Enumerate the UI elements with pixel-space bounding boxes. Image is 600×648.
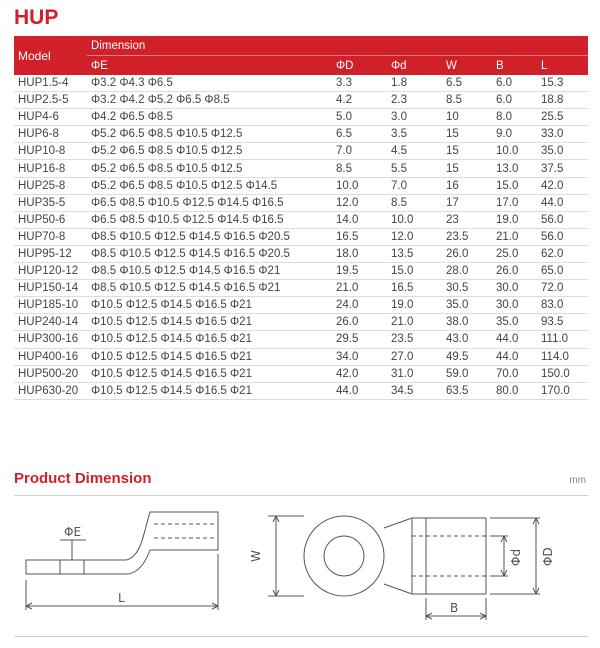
value-cell: 70.0 — [492, 365, 537, 382]
value-cell: 8.5 — [332, 160, 387, 177]
value-cell: 150.0 — [537, 365, 588, 382]
value-cell: 13.0 — [492, 160, 537, 177]
value-cell: 63.5 — [442, 382, 492, 399]
value-cell: Φ6.5 Φ8.5 Φ10.5 Φ12.5 Φ14.5 Φ16.5 — [87, 194, 332, 211]
value-cell: Φ10.5 Φ12.5 Φ14.5 Φ16.5 Φ21 — [87, 314, 332, 331]
product-dimension-heading: Product Dimension — [14, 470, 152, 487]
value-cell: 27.0 — [387, 348, 442, 365]
value-cell: 111.0 — [537, 331, 588, 348]
model-cell: HUP10-8 — [14, 143, 87, 160]
value-cell: 31.0 — [387, 365, 442, 382]
value-cell: 56.0 — [537, 228, 588, 245]
value-cell: 93.5 — [537, 314, 588, 331]
value-cell: 44.0 — [537, 194, 588, 211]
value-cell: 19.5 — [332, 263, 387, 280]
value-cell: Φ8.5 Φ10.5 Φ12.5 Φ14.5 Φ16.5 Φ20.5 — [87, 228, 332, 245]
value-cell: 37.5 — [537, 160, 588, 177]
value-cell: 42.0 — [537, 177, 588, 194]
page-title: HUP — [14, 6, 59, 29]
column-header-5: L — [537, 56, 588, 76]
column-header-3: W — [442, 56, 492, 76]
value-cell: Φ5.2 Φ6.5 Φ8.5 Φ10.5 Φ12.5 — [87, 126, 332, 143]
value-cell: Φ10.5 Φ12.5 Φ14.5 Φ16.5 Φ21 — [87, 382, 332, 399]
table-row — [14, 331, 588, 348]
value-cell: Φ10.5 Φ12.5 Φ14.5 Φ16.5 Φ21 — [87, 297, 332, 314]
model-cell: HUP120-12 — [14, 263, 87, 280]
value-cell: 5.5 — [387, 160, 442, 177]
dimension-header: Dimension — [87, 36, 588, 56]
value-cell: 34.0 — [332, 348, 387, 365]
value-cell: 15.3 — [537, 75, 588, 92]
value-cell: 6.0 — [492, 92, 537, 109]
model-cell: HUP35-5 — [14, 194, 87, 211]
value-cell: 3.3 — [332, 75, 387, 92]
model-cell: HUP4-6 — [14, 109, 87, 126]
value-cell: 15 — [442, 126, 492, 143]
value-cell: 17.0 — [492, 194, 537, 211]
value-cell: 10.0 — [332, 177, 387, 194]
value-cell: 14.0 — [332, 211, 387, 228]
table-row — [14, 314, 588, 331]
value-cell: Φ8.5 Φ10.5 Φ12.5 Φ14.5 Φ16.5 Φ21 — [87, 263, 332, 280]
model-cell: HUP630-20 — [14, 382, 87, 399]
table-row — [14, 75, 588, 92]
value-cell: 3.5 — [387, 126, 442, 143]
table-row — [14, 297, 588, 314]
value-cell: 26.0 — [442, 245, 492, 262]
value-cell: 15.0 — [387, 263, 442, 280]
phi-d-large-label: ΦD — [541, 547, 555, 566]
value-cell: 26.0 — [332, 314, 387, 331]
value-cell: 1.8 — [387, 75, 442, 92]
value-cell: 30.0 — [492, 297, 537, 314]
table-row — [14, 92, 588, 109]
table-row — [14, 228, 588, 245]
value-cell: 9.0 — [492, 126, 537, 143]
value-cell: Φ3.2 Φ4.2 Φ5.2 Φ6.5 Φ8.5 — [87, 92, 332, 109]
model-cell: HUP16-8 — [14, 160, 87, 177]
value-cell: 43.0 — [442, 331, 492, 348]
value-cell: 23.5 — [442, 228, 492, 245]
value-cell: 21.0 — [332, 280, 387, 297]
value-cell: 3.0 — [387, 109, 442, 126]
spec-table-body — [14, 75, 588, 399]
table-row — [14, 245, 588, 262]
table-row — [14, 263, 588, 280]
column-header-row — [14, 56, 588, 76]
model-cell: HUP150-14 — [14, 280, 87, 297]
value-cell: Φ6.5 Φ8.5 Φ10.5 Φ12.5 Φ14.5 Φ16.5 — [87, 211, 332, 228]
value-cell: 18.0 — [332, 245, 387, 262]
value-cell: 56.0 — [537, 211, 588, 228]
value-cell: 4.2 — [332, 92, 387, 109]
value-cell: 33.0 — [537, 126, 588, 143]
model-cell: HUP400-16 — [14, 348, 87, 365]
value-cell: 26.0 — [492, 263, 537, 280]
model-cell: HUP240-14 — [14, 314, 87, 331]
table-row — [14, 160, 588, 177]
width-label: W — [249, 550, 263, 562]
value-cell: 6.5 — [442, 75, 492, 92]
value-cell: 114.0 — [537, 348, 588, 365]
value-cell: 23.5 — [387, 331, 442, 348]
value-cell: 38.0 — [442, 314, 492, 331]
value-cell: Φ5.2 Φ6.5 Φ8.5 Φ10.5 Φ12.5 — [87, 143, 332, 160]
value-cell: 7.0 — [387, 177, 442, 194]
value-cell: 10.0 — [492, 143, 537, 160]
column-header-4: B — [492, 56, 537, 76]
value-cell: 35.0 — [537, 143, 588, 160]
column-header-0: ΦE — [87, 56, 332, 76]
table-row — [14, 194, 588, 211]
barrel-label: B — [450, 601, 459, 615]
value-cell: 21.0 — [387, 314, 442, 331]
value-cell: 16.5 — [387, 280, 442, 297]
value-cell: 19.0 — [492, 211, 537, 228]
value-cell: 170.0 — [537, 382, 588, 399]
model-cell: HUP70-8 — [14, 228, 87, 245]
value-cell: 7.0 — [332, 143, 387, 160]
value-cell: 44.0 — [492, 348, 537, 365]
divider-bottom — [14, 636, 588, 637]
length-label: L — [118, 591, 125, 605]
divider-top — [14, 495, 588, 496]
table-row — [14, 280, 588, 297]
value-cell: 8.5 — [387, 194, 442, 211]
value-cell: 16 — [442, 177, 492, 194]
spec-table — [14, 36, 588, 400]
model-cell: HUP1.5-4 — [14, 75, 87, 92]
value-cell: 23 — [442, 211, 492, 228]
model-cell: HUP25-8 — [14, 177, 87, 194]
value-cell: Φ10.5 Φ12.5 Φ14.5 Φ16.5 Φ21 — [87, 348, 332, 365]
model-cell: HUP95-12 — [14, 245, 87, 262]
phi-d-small-label: Φd — [509, 548, 523, 566]
value-cell: 42.0 — [332, 365, 387, 382]
model-cell: HUP500-20 — [14, 365, 87, 382]
table-row — [14, 177, 588, 194]
value-cell: 5.0 — [332, 109, 387, 126]
table-row — [14, 382, 588, 399]
value-cell: Φ3.2 Φ4.3 Φ6.5 — [87, 75, 332, 92]
value-cell: 17 — [442, 194, 492, 211]
value-cell: 65.0 — [537, 263, 588, 280]
table-row — [14, 348, 588, 365]
value-cell: Φ8.5 Φ10.5 Φ12.5 Φ14.5 Φ16.5 Φ21 — [87, 280, 332, 297]
value-cell: 13.5 — [387, 245, 442, 262]
value-cell: 19.0 — [387, 297, 442, 314]
model-cell: HUP6-8 — [14, 126, 87, 143]
value-cell: 12.0 — [332, 194, 387, 211]
value-cell: 80.0 — [492, 382, 537, 399]
value-cell: 6.0 — [492, 75, 537, 92]
value-cell: 12.0 — [387, 228, 442, 245]
value-cell: 83.0 — [537, 297, 588, 314]
value-cell: Φ5.2 Φ6.5 Φ8.5 Φ10.5 Φ12.5 — [87, 160, 332, 177]
value-cell: 10.0 — [387, 211, 442, 228]
value-cell: 44.0 — [332, 382, 387, 399]
value-cell: 25.0 — [492, 245, 537, 262]
value-cell: 44.0 — [492, 331, 537, 348]
column-header-2: Φd — [387, 56, 442, 76]
value-cell: 28.0 — [442, 263, 492, 280]
value-cell: 8.5 — [442, 92, 492, 109]
value-cell: 62.0 — [537, 245, 588, 262]
value-cell: 59.0 — [442, 365, 492, 382]
table-row — [14, 143, 588, 160]
value-cell: 8.0 — [492, 109, 537, 126]
model-cell: HUP50-6 — [14, 211, 87, 228]
value-cell: 30.0 — [492, 280, 537, 297]
value-cell: Φ8.5 Φ10.5 Φ12.5 Φ14.5 Φ16.5 Φ20.5 — [87, 245, 332, 262]
lug-top-view — [263, 516, 540, 620]
value-cell: 6.5 — [332, 126, 387, 143]
phi-e-label: ΦE — [64, 525, 82, 539]
value-cell: Φ10.5 Φ12.5 Φ14.5 Φ16.5 Φ21 — [87, 365, 332, 382]
value-cell: 4.5 — [387, 143, 442, 160]
value-cell: 2.3 — [387, 92, 442, 109]
model-cell: HUP2.5-5 — [14, 92, 87, 109]
table-row — [14, 126, 588, 143]
value-cell: 49.5 — [442, 348, 492, 365]
value-cell: 34.5 — [387, 382, 442, 399]
value-cell: Φ5.2 Φ6.5 Φ8.5 Φ10.5 Φ12.5 Φ14.5 — [87, 177, 332, 194]
value-cell: 35.0 — [492, 314, 537, 331]
model-cell: HUP185-10 — [14, 297, 87, 314]
value-cell: 30.5 — [442, 280, 492, 297]
table-row — [14, 109, 588, 126]
value-cell: 16.5 — [332, 228, 387, 245]
unit-label: mm — [569, 475, 586, 486]
table-row — [14, 365, 588, 382]
value-cell: 18.8 — [537, 92, 588, 109]
value-cell: 21.0 — [492, 228, 537, 245]
value-cell: Φ4.2 Φ6.5 Φ8.5 — [87, 109, 332, 126]
value-cell: Φ10.5 Φ12.5 Φ14.5 Φ16.5 Φ21 — [87, 331, 332, 348]
value-cell: 24.0 — [332, 297, 387, 314]
value-cell: 35.0 — [442, 297, 492, 314]
value-cell: 15 — [442, 160, 492, 177]
model-header: Model — [14, 36, 87, 75]
product-dimension-drawing — [14, 500, 588, 630]
value-cell: 10 — [442, 109, 492, 126]
value-cell: 29.5 — [332, 331, 387, 348]
column-header-1: ΦD — [332, 56, 387, 76]
value-cell: 72.0 — [537, 280, 588, 297]
model-cell: HUP300-16 — [14, 331, 87, 348]
value-cell: 15 — [442, 143, 492, 160]
value-cell: 15.0 — [492, 177, 537, 194]
table-row — [14, 211, 588, 228]
value-cell: 25.5 — [537, 109, 588, 126]
